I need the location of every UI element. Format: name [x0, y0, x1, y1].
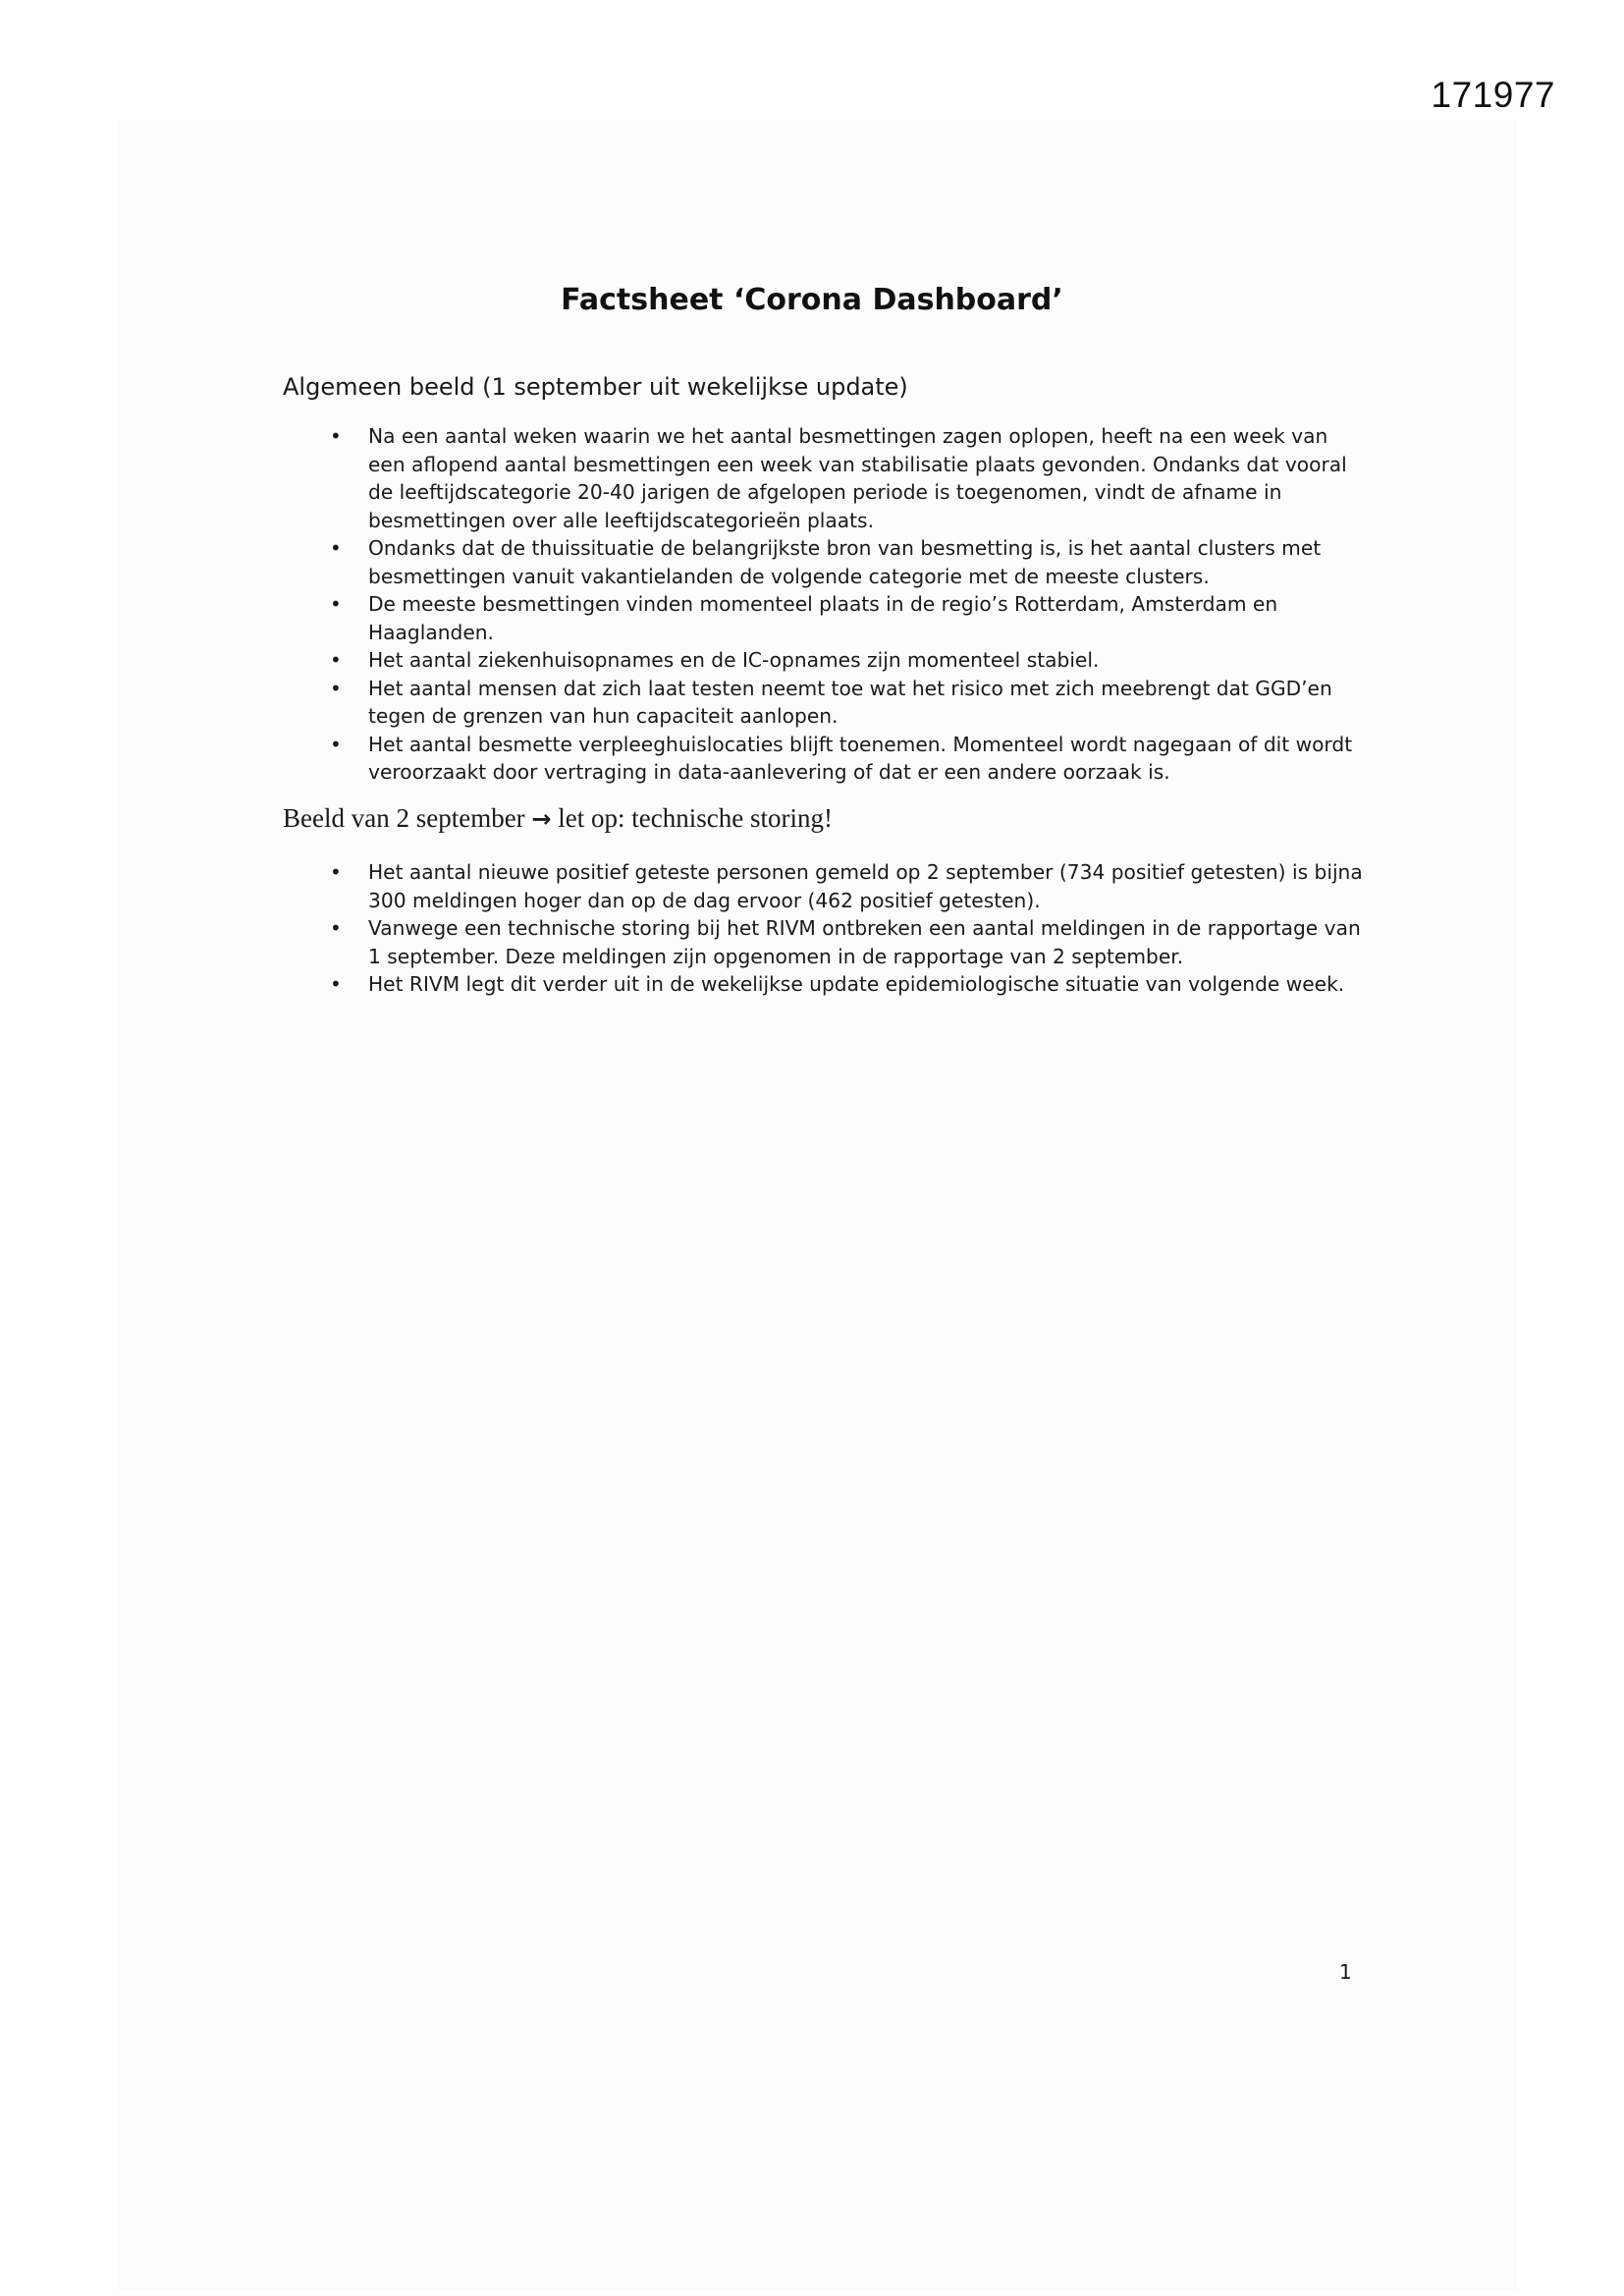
- list-item-text: Na een aantal weken waarin we het aantal besmettingen zagen oplopen, heeft na een week van een aflopend aantal besmettingen een week van stabilisatie plaats gevonden. Ondanks dat vooral de leeftijdscategorie 20-40 jarigen de afgelopen periode is toegenomen, vindt de afname in besmettingen over alle leeftijdscategorieën plaats.: [368, 424, 1347, 532]
- bullet-icon: •: [330, 916, 342, 940]
- list-item-text: De meeste besmettingen vinden momenteel plaats in de regio’s Rotterdam, Amsterdam en Haaglanden.: [368, 592, 1278, 644]
- section-heading-beeld-2-september: [283, 803, 833, 834]
- bullet-icon: •: [330, 592, 342, 616]
- list-item: [314, 590, 1365, 646]
- list-item: [314, 858, 1365, 914]
- bullet-icon: •: [330, 860, 342, 884]
- list-item: [314, 914, 1365, 970]
- section-heading-algemeen-beeld: Algemeen beeld (1 september uit wekelijkse update): [283, 373, 908, 401]
- bullet-icon: •: [330, 536, 342, 560]
- list-item-text: Het RIVM legt dit verder uit in de wekelijkse update epidemiologische situatie van volgende week.: [368, 972, 1345, 996]
- list-item: [314, 731, 1365, 787]
- list-item-text: Ondanks dat de thuissituatie de belangrijkste bron van besmetting is, is het aantal clusters met besmettingen vanuit vakantielanden de volgende categorie met de meeste clusters.: [368, 536, 1322, 588]
- list-item: [314, 970, 1365, 999]
- list-item-text: Het aantal ziekenhuisopnames en de IC-opnames zijn momenteel stabiel.: [368, 648, 1100, 672]
- bullet-icon: •: [330, 972, 342, 996]
- list-item: [314, 675, 1365, 731]
- list-item: [314, 422, 1365, 534]
- page-number: 1: [1339, 1960, 1352, 1984]
- list-item: [314, 646, 1365, 675]
- bullet-icon: •: [330, 424, 342, 448]
- bullet-list-beeld-2-september: [314, 858, 1365, 999]
- bullet-icon: •: [330, 676, 342, 700]
- heading-text-before: Beeld van 2 september: [283, 803, 525, 833]
- heading-text-after: let op: technische storing!: [558, 803, 833, 833]
- list-item-text: Het aantal nieuwe positief geteste personen gemeld op 2 september (734 positief getesten) is bijna 300 meldingen hoger dan op de dag ervoor (462 positief getesten).: [368, 860, 1363, 912]
- document-id: 171977: [1431, 75, 1555, 115]
- bullet-list-algemeen-beeld: [314, 422, 1365, 787]
- list-item: [314, 534, 1365, 590]
- bullet-icon: •: [330, 732, 342, 756]
- arrow-right-icon: →: [531, 805, 552, 833]
- list-item-text: Het aantal mensen dat zich laat testen neemt toe wat het risico met zich meebrengt dat GGD’en tegen de grenzen van hun capaciteit aanlopen.: [368, 676, 1332, 728]
- list-item-text: Vanwege een technische storing bij het RIVM ontbreken een aantal meldingen in de rapportage van 1 september. Deze meldingen zijn opgenomen in de rapportage van 2 september.: [368, 916, 1361, 968]
- list-item-text: Het aantal besmette verpleeghuislocaties blijft toenemen. Momenteel wordt nagegaan of dit wordt veroorzaakt door vertraging in data-aanlevering of dat er een andere oorzaak is.: [368, 732, 1353, 784]
- bullet-icon: •: [330, 648, 342, 672]
- page-title: Factsheet ‘Corona Dashboard’: [561, 283, 1063, 317]
